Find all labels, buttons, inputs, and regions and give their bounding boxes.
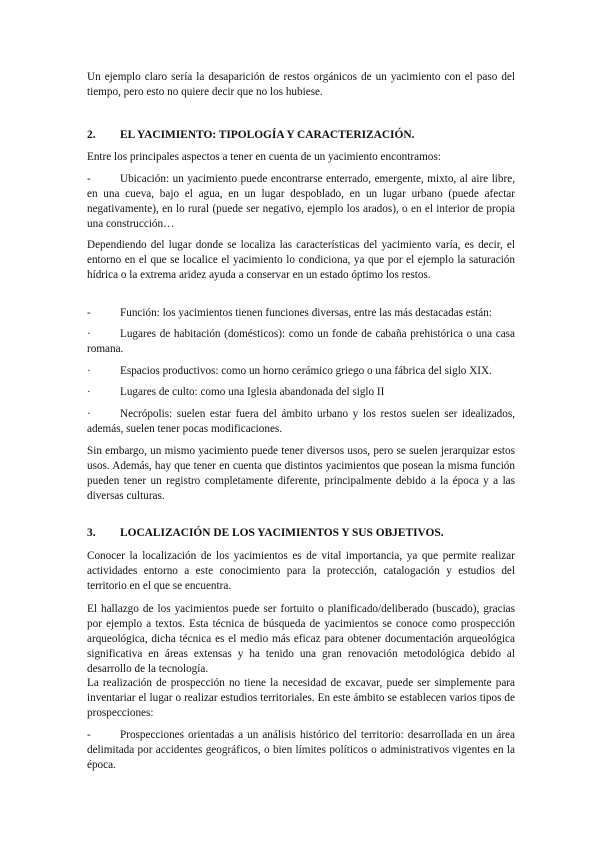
subitem-habitacion [87, 327, 515, 357]
bullet-ubicacion [87, 172, 515, 232]
bullet-prospecciones-orientadas [87, 728, 515, 773]
subitem-text: Espacios productivos: como un horno cerámico griego o una fábrica del siglo XIX. [120, 365, 492, 377]
subitem-text: Necrópolis: suelen estar fuera del ámbito urbano y los restos suelen ser idealizados, además, suelen tener pocas modificaciones. [87, 408, 515, 435]
bullet-funcion [87, 306, 515, 321]
subitem-marker: · [87, 386, 91, 398]
paragraph-conocer: Conocer la localización de los yacimientos es de vital importancia, ya que permite realizar actividades entorno a este conocimiento para la protección, catalogación y estudios del territorio en el que se encuentra. [87, 550, 515, 592]
subitem-text: Lugares de habitación (domésticos): como un fonde de cabaña prehistórica o una casa romana. [87, 328, 515, 355]
paragraph-hallazgo: El hallazgo de los yacimientos puede ser fortuito o planificado/deliberado (buscado), gracias por ejemplo a textos. Esta técnica de búsqueda de yacimientos se conoce como prospección arqueológica, dicha técnica es el medio más eficaz para obtener documentación arqueológica significativa en áreas extensas y ha tenido una gran renovación metodológica debido al desarrollo de la tecnología. [87, 603, 515, 675]
bullet-text: Ubicación: un yacimiento puede encontrarse enterrado, emergente, mixto, al aire libre, en una cueva, bajo el agua, en un lugar despoblado, en un lugar urbano (puede afectar negativamente), en lo rural (puede ser negativo, ejemplo los arados), o en el interior de propia una construcción… [87, 173, 515, 230]
subitem-necropolis [87, 407, 515, 437]
subitem-marker: · [87, 328, 91, 340]
bullet-marker: - [87, 729, 91, 741]
bullet-text: Función: los yacimientos tienen funciones diversas, entre las más destacadas están: [120, 307, 492, 319]
paragraph-prospeccion: La realización de prospección no tiene la necesidad de excavar, puede ser simplemente para inventariar el lugar o realizar estudios territoriales. En este ámbito se establecen varios tipos de prospecciones: [87, 677, 515, 719]
paragraph-aspects: Entre los principales aspectos a tener en cuenta de un yacimiento encontramos: [87, 151, 441, 163]
section-number: 2. [87, 129, 96, 141]
section-title: EL YACIMIENTO: TIPOLOGÍA Y CARACTERIZACIÓN. [120, 129, 415, 141]
subitem-text: Lugares de culto: como una Iglesia abandonada del siglo II [120, 386, 385, 398]
section-number: 3. [87, 527, 96, 539]
bullet-marker: - [87, 307, 91, 319]
subitem-productivos [87, 364, 515, 379]
subitem-marker: · [87, 365, 91, 377]
bullet-text: Prospecciones orientadas a un análisis histórico del territorio: desarrollada en un área delimitada por accidentes geográficos, o bien límites políticos o administrativos vigentes en la época. [87, 729, 515, 771]
subitem-culto [87, 385, 515, 400]
section-heading-3 [87, 526, 515, 541]
paragraph-intro: Un ejemplo claro sería la desaparición de restos orgánicos de un yacimiento con el paso del tiempo, pero esto no quiere decir que no los hubiese. [87, 71, 515, 98]
paragraph-dependiendo: Dependiendo del lugar donde se localiza las características del yacimiento varía, es decir, el entorno en el que se localice el yacimiento lo condiciona, ya que por el ejemplo la saturación hídrica o la extrema aridez ayuda a conservar en un estado óptimo los restos. [87, 239, 515, 281]
section-heading-2 [87, 128, 515, 143]
section-title: LOCALIZACIÓN DE LOS YACIMIENTOS Y SUS OBJETIVOS. [120, 527, 444, 539]
bullet-marker: - [87, 173, 91, 185]
paragraph-sin-embargo: Sin embargo, un mismo yacimiento puede tener diversos usos, pero se suelen jerarquizar estos usos. Además, hay que tener en cuenta que distintos yacimientos que posean la misma función pueden tener un registro completamente diferente, principalmente debido a la época y a las diversas culturas. [87, 445, 515, 502]
subitem-marker: · [87, 408, 91, 420]
